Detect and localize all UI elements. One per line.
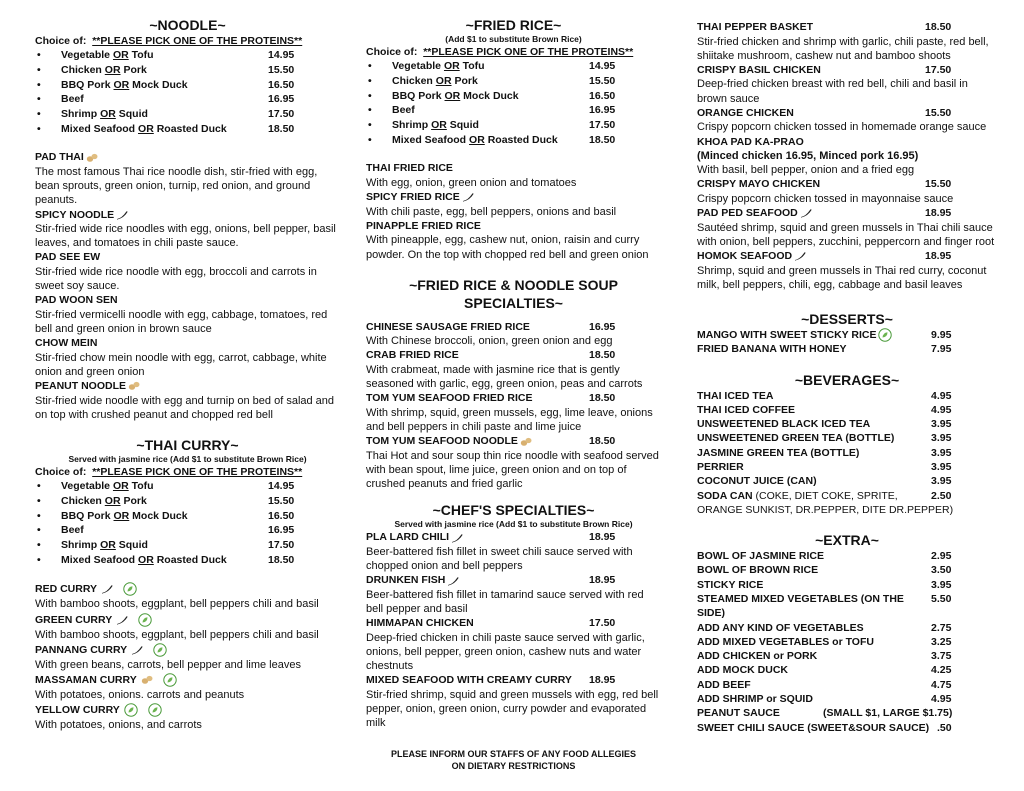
dish-description: Stir-fried wide rice noodle with egg, broccoli and carrots in sweet soy sauce. bbox=[35, 265, 317, 293]
dish-description: With egg, onion, green onion and tomatoes bbox=[366, 176, 577, 189]
menu-item bbox=[35, 379, 340, 422]
chili-pepper-icon bbox=[116, 615, 128, 625]
chef-dish-list bbox=[366, 530, 661, 730]
column-left bbox=[35, 16, 340, 733]
bullet: • bbox=[37, 553, 41, 566]
menu-item bbox=[35, 612, 340, 642]
menu-item bbox=[697, 177, 997, 206]
allergy-notice: PLEASE INFORM OUR STAFFS OF ANY FOOD ALLEGIES ON DIETARY RESTRICTIONS bbox=[390, 749, 636, 772]
dish-price: 18.95 bbox=[925, 207, 952, 220]
item-price: 5.50 bbox=[931, 593, 952, 605]
protein-option bbox=[35, 553, 340, 568]
protein-name: Chicken OR Pork bbox=[61, 63, 147, 76]
chili-pepper-icon bbox=[101, 584, 113, 594]
item-name: ADD ANY KIND OF VEGETABLES bbox=[697, 621, 864, 634]
vegetarian-leaf-icon bbox=[878, 328, 892, 342]
dish-description: Crispy popcorn chicken tossed in homemade orange sauce bbox=[697, 121, 987, 134]
protein-price: 16.95 bbox=[268, 524, 295, 537]
item-name: ADD MIXED VEGETABLES or TOFU bbox=[697, 635, 874, 648]
price-line bbox=[697, 460, 997, 474]
bullet: • bbox=[37, 524, 41, 537]
protein-name: Vegetable OR Tofu bbox=[392, 60, 485, 73]
sweet-chili-row: SWEET CHILI SAUCE (SWEET&SOUR SAUCE) .50 bbox=[697, 721, 952, 734]
dish-description: Stir-fried wide rice noodles with egg, onions, bell pepper, basil leaves, and tomatoes in chili paste sauce. bbox=[35, 223, 336, 250]
item-name: ADD BEEF bbox=[697, 678, 751, 691]
price-line bbox=[697, 446, 997, 460]
price-line bbox=[697, 649, 997, 663]
dish-name: GREEN CURRY bbox=[35, 612, 340, 628]
bullet: • bbox=[368, 119, 372, 132]
menu-item bbox=[366, 219, 661, 262]
protein-price: 16.95 bbox=[268, 93, 295, 106]
protein-price: 16.50 bbox=[268, 509, 295, 522]
protein-option bbox=[366, 118, 661, 133]
bullet: • bbox=[37, 122, 41, 135]
item-name: ADD MOCK DUCK bbox=[697, 664, 788, 677]
price-line bbox=[697, 328, 997, 342]
fried-rice-dish-list bbox=[366, 161, 661, 261]
menu-item bbox=[697, 206, 997, 249]
price-line bbox=[697, 474, 997, 488]
dish-name: PAD SEE EW bbox=[35, 251, 101, 264]
dish-description: With crabmeat, made with jasmine rice that is gently seasoned with garlic, egg, green onion, peas and carrots bbox=[366, 363, 643, 391]
protein-price: 18.50 bbox=[268, 122, 295, 135]
beverages-list bbox=[697, 389, 997, 489]
menu-item bbox=[35, 672, 340, 702]
dish-description: With basil, bell pepper, onion and a fried egg bbox=[697, 164, 915, 177]
dish-description: Stir-fried wide noodle with egg and turnip on bed of salad and on top with crushed peanut and chopped red bell bbox=[35, 394, 335, 421]
peanut-icon bbox=[520, 437, 532, 447]
price-line bbox=[697, 621, 997, 635]
protein-option bbox=[366, 59, 661, 74]
dish-name: CRAB FRIED RICE bbox=[366, 349, 459, 362]
menu-item bbox=[697, 249, 997, 292]
soda-row: SODA CAN (COKE, DIET COKE, SPRITE, 2.50 bbox=[697, 489, 952, 502]
protein-price: 15.50 bbox=[268, 494, 295, 507]
vegetarian-leaf-icon bbox=[124, 703, 138, 717]
dish-name: KHOA PAD KA-PRAO bbox=[697, 135, 804, 148]
bullet: • bbox=[368, 74, 372, 87]
dish-description: With chili paste, egg, bell peppers, onions and basil bbox=[366, 205, 617, 218]
dish-description: Beer-battered fish fillet in tamarind sauce served with red bell pepper and basil bbox=[366, 588, 644, 615]
dish-name: PANNANG CURRY bbox=[35, 642, 340, 658]
dish-name: CRISPY BASIL CHICKEN bbox=[697, 63, 821, 76]
menu-item bbox=[366, 573, 661, 616]
protein-name: Shrimp OR Squid bbox=[61, 539, 148, 552]
curry-protein-list bbox=[35, 479, 340, 567]
noodle-choice-note: **PLEASE PICK ONE OF THE PROTEINS** bbox=[92, 35, 303, 47]
protein-name: Beef bbox=[61, 524, 84, 537]
protein-name: Beef bbox=[392, 104, 415, 117]
fried-rice-choice-note: **PLEASE PICK ONE OF THE PROTEINS** bbox=[423, 46, 634, 58]
extra-list bbox=[697, 549, 997, 706]
price-line bbox=[697, 403, 997, 417]
menu-item bbox=[697, 20, 997, 63]
noodle-choice: Choice of: **PLEASE PICK ONE OF THE PROTEINS** bbox=[35, 35, 303, 47]
protein-price: 16.50 bbox=[268, 78, 295, 91]
item-price: 3.95 bbox=[931, 578, 952, 591]
vegetarian-leaf-icon bbox=[138, 613, 152, 627]
curry-dish-list bbox=[35, 581, 340, 732]
protein-option bbox=[366, 89, 661, 104]
chili-pepper-icon bbox=[116, 210, 128, 220]
protein-option bbox=[366, 133, 661, 148]
dish-price: 18.50 bbox=[589, 392, 616, 405]
dish-description: With shrimp, squid, green mussels, egg, lime leave, onions and bell peppers in chili paste and lime juice bbox=[366, 406, 653, 434]
dish-name: PAD PED SEAFOOD bbox=[697, 206, 925, 221]
item-name: STEAMED MIXED VEGETABLES (ON THE SIDE) bbox=[697, 593, 904, 620]
item-name: BOWL OF JASMINE RICE bbox=[697, 550, 824, 563]
fried-rice-subtitle: (Add $1 to substitute Brown Rice) bbox=[445, 34, 582, 44]
dish-name: MASSAMAN CURRY bbox=[35, 672, 340, 688]
dish-name: PINAPPLE FRIED RICE bbox=[366, 219, 481, 232]
dish-name: SPICY NOODLE bbox=[35, 208, 340, 223]
item-price: 3.75 bbox=[931, 650, 952, 663]
item-name: UNSWEETENED BLACK ICED TEA bbox=[697, 418, 871, 431]
item-name: MANGO WITH SWEET STICKY RICE bbox=[697, 328, 931, 342]
chef-title: ~CHEF'S SPECIALTIES~ bbox=[432, 502, 595, 519]
menu-item bbox=[697, 106, 997, 135]
price-line bbox=[697, 417, 997, 431]
item-price: 4.95 bbox=[931, 389, 952, 402]
menu-item bbox=[697, 63, 997, 106]
dish-description: With Chinese broccoli, onion, green onion and egg bbox=[366, 335, 613, 348]
extra-title: ~EXTRA~ bbox=[815, 532, 879, 549]
menu-item bbox=[35, 150, 340, 207]
dish-name: CRISPY MAYO CHICKEN bbox=[697, 178, 821, 191]
soup-dish-list bbox=[366, 320, 661, 492]
bullet: • bbox=[37, 509, 41, 522]
price-line bbox=[697, 342, 997, 356]
menu-item bbox=[366, 391, 661, 434]
price-line bbox=[697, 663, 997, 677]
protein-option bbox=[35, 479, 340, 494]
beverages-title: ~BEVERAGES~ bbox=[794, 371, 900, 388]
dish-price: 18.95 bbox=[925, 250, 952, 263]
chili-pepper-icon bbox=[462, 192, 474, 202]
chili-pepper-icon bbox=[131, 645, 143, 655]
dish-name: HIMMAPAN CHICKEN bbox=[366, 617, 474, 630]
menu-item bbox=[366, 530, 661, 573]
protein-price: 16.95 bbox=[589, 104, 616, 117]
bullet: • bbox=[37, 78, 41, 91]
dish-name: PEANUT NOODLE bbox=[35, 379, 340, 394]
dish-price: 18.95 bbox=[589, 574, 616, 587]
price-line bbox=[697, 692, 997, 706]
protein-price: 17.50 bbox=[589, 119, 616, 132]
fried-rice-choice: Choice of: **PLEASE PICK ONE OF THE PROTEINS** bbox=[366, 46, 634, 58]
peanut-icon bbox=[86, 153, 98, 163]
protein-price: 17.50 bbox=[268, 108, 295, 121]
dish-name: TOM YUM SEAFOOD NOODLE bbox=[366, 434, 589, 449]
dish-description: Deep-fried chicken in chili paste sauce served with garlic, onions, bell pepper, green onion, cashew nuts and water chestnuts bbox=[366, 631, 645, 673]
dish-description: With potatoes, onions, and carrots bbox=[35, 719, 202, 732]
item-name: FRIED BANANA WITH HONEY bbox=[697, 343, 847, 356]
protein-option bbox=[35, 509, 340, 524]
dish-price: 17.50 bbox=[925, 63, 952, 76]
item-name: UNSWEETENED GREEN TEA (BOTTLE) bbox=[697, 432, 895, 445]
desserts-title: ~DESSERTS~ bbox=[801, 310, 893, 327]
dish-description: Stir-fried chicken and shrimp with garlic, chili paste, red bell, shiitake mushroom, cashew nut and bamboo shoots bbox=[697, 35, 989, 62]
dish-name: DRUNKEN FISH bbox=[366, 573, 589, 588]
dish-name: ORANGE CHICKEN bbox=[697, 106, 794, 119]
bullet: • bbox=[368, 89, 372, 102]
item-name: BOWL OF BROWN RICE bbox=[697, 564, 819, 577]
dish-price: 18.50 bbox=[925, 21, 952, 33]
dish-price: 15.50 bbox=[925, 106, 952, 119]
item-price: 3.95 bbox=[931, 418, 952, 431]
dish-name: THAI PEPPER BASKET bbox=[697, 21, 814, 33]
bullet: • bbox=[368, 60, 372, 73]
protein-option bbox=[35, 122, 340, 137]
price-line bbox=[697, 635, 997, 649]
dish-description: With green beans, carrots, bell pepper and lime leaves bbox=[35, 658, 301, 671]
menu-item bbox=[35, 336, 340, 379]
dish-name: RED CURRY bbox=[35, 581, 340, 597]
protein-name: Vegetable OR Tofu bbox=[61, 480, 154, 493]
protein-option bbox=[35, 523, 340, 538]
item-name: THAI ICED COFFEE bbox=[697, 403, 796, 416]
item-price: 3.50 bbox=[931, 564, 952, 577]
dish-description: Stir-fried chow mein noodle with egg, carrot, cabbage, white onion and green onion bbox=[35, 351, 327, 378]
protein-option bbox=[35, 78, 340, 93]
dish-description: Stir-fried vermicelli noodle with egg, cabbage, tomatoes, red bell and green onion in brown sauce bbox=[35, 308, 328, 336]
dish-price: 16.95 bbox=[589, 320, 616, 333]
item-price: 3.25 bbox=[931, 635, 952, 648]
dish-description: Crispy popcorn chicken tossed in mayonnaise sauce bbox=[697, 192, 954, 205]
item-name: ADD SHRIMP or SQUID bbox=[697, 693, 813, 706]
protein-option bbox=[35, 63, 340, 78]
protein-name: Mixed Seafood OR Roasted Duck bbox=[61, 553, 227, 566]
curry-subtitle: Served with jasmine rice (Add $1 to substitute Brown Rice) bbox=[68, 454, 307, 465]
item-name: THAI ICED TEA bbox=[697, 389, 774, 402]
curry-choice-note: **PLEASE PICK ONE OF THE PROTEINS** bbox=[92, 466, 303, 479]
dish-price: 18.95 bbox=[589, 674, 616, 687]
dish-description: Beer-battered fish fillet in sweet chili sauce served with chopped onion and bell peppers bbox=[366, 545, 633, 573]
menu-item bbox=[35, 642, 340, 672]
item-name: STICKY RICE bbox=[697, 578, 764, 591]
item-price: 7.95 bbox=[931, 343, 952, 356]
bullet: • bbox=[37, 49, 41, 62]
dish-description: Shrimp, squid and green mussels in Thai red curry, coconut milk, bell peppers, chili, egg, cabbage and basil leaves bbox=[697, 264, 987, 291]
item-price: 3.95 bbox=[931, 446, 952, 459]
dish-name: THAI FRIED RICE bbox=[366, 162, 453, 175]
dish-description: Thai Hot and sour soup thin rice noodle with seafood served with bean spout, lime juice, green onion and on top of crushed peanuts and fried garlic bbox=[366, 449, 659, 491]
dish-price: 17.50 bbox=[589, 617, 616, 630]
item-price: 2.75 bbox=[931, 621, 952, 634]
menu-item bbox=[366, 673, 661, 730]
dish-name: TOM YUM SEAFOOD FRIED RICE bbox=[366, 392, 533, 405]
dish-name: CHOW MEIN bbox=[35, 337, 98, 350]
column-middle bbox=[366, 16, 661, 772]
chili-pepper-icon bbox=[451, 533, 463, 543]
protein-price: 18.50 bbox=[268, 553, 295, 566]
item-name: COCONUT JUICE (CAN) bbox=[697, 475, 817, 488]
bullet: • bbox=[37, 494, 41, 507]
chef-subtitle: Served with jasmine rice (Add $1 to substitute Brown Rice) bbox=[394, 519, 633, 530]
item-name: JASMINE GREEN TEA (BOTTLE) bbox=[697, 446, 860, 459]
dish-price: 15.50 bbox=[925, 178, 952, 191]
dish-description: With bamboo shoots, eggplant, bell peppers chili and basil bbox=[35, 598, 319, 611]
vegetarian-leaf-icon bbox=[163, 673, 177, 687]
protein-option bbox=[35, 107, 340, 122]
protein-option bbox=[366, 103, 661, 118]
menu-item bbox=[35, 208, 340, 251]
protein-name: Chicken OR Pork bbox=[61, 494, 147, 507]
curry-choice: Choice of: **PLEASE PICK ONE OF THE PROTEINS** bbox=[35, 466, 303, 479]
desserts-list bbox=[697, 328, 997, 357]
protein-name: Chicken OR Pork bbox=[392, 74, 478, 87]
protein-option bbox=[366, 74, 661, 89]
protein-price: 14.95 bbox=[589, 60, 616, 73]
dish-name: MIXED SEAFOOD WITH CREAMY CURRY bbox=[366, 674, 572, 687]
bullet: • bbox=[37, 108, 41, 121]
protein-name: Shrimp OR Squid bbox=[392, 119, 479, 132]
dish-description: The most famous Thai rice noodle dish, stir-fried with egg, bean sprouts, green onion, turnip, red onion, and ground peanuts. bbox=[35, 165, 318, 207]
protein-price: 14.95 bbox=[268, 480, 295, 493]
protein-name: Mixed Seafood OR Roasted Duck bbox=[61, 122, 227, 135]
item-price: 3.95 bbox=[931, 475, 952, 488]
dish-name: HOMOK SEAFOOD bbox=[697, 249, 925, 264]
item-price: 4.75 bbox=[931, 678, 952, 691]
dish-name: PLA LARD CHILI bbox=[366, 530, 589, 545]
peanut-icon bbox=[128, 381, 140, 391]
dish-description: With bamboo shoots, eggplant, bell peppers chili and basil bbox=[35, 628, 319, 641]
protein-price: 16.50 bbox=[589, 89, 616, 102]
menu-item bbox=[35, 581, 340, 611]
menu-item bbox=[366, 616, 661, 673]
menu-item bbox=[366, 348, 661, 391]
protein-name: BBQ Pork OR Mock Duck bbox=[392, 89, 519, 102]
dish-name: YELLOW CURRY bbox=[35, 702, 340, 718]
chili-pepper-icon bbox=[794, 251, 806, 261]
dish-name: PAD THAI bbox=[35, 150, 340, 165]
protein-name: Mixed Seafood OR Roasted Duck bbox=[392, 133, 558, 146]
curry-title: ~THAI CURRY~ bbox=[136, 437, 239, 454]
protein-option bbox=[35, 92, 340, 107]
dish-price-note: (Minced chicken 16.95, Minced pork 16.95) bbox=[697, 150, 919, 163]
protein-price: 18.50 bbox=[589, 133, 616, 146]
vegetarian-leaf-icon bbox=[153, 643, 167, 657]
peanut-sauce-row: PEANUT SAUCE (SMALL $1, LARGE $1.75) bbox=[697, 707, 953, 720]
price-line bbox=[697, 431, 997, 445]
dish-name: SPICY FRIED RICE bbox=[366, 190, 661, 205]
dish-description: With pineapple, egg, cashew nut, onion, raisin and curry powder. On the top with chopped red bell and green onion bbox=[366, 234, 649, 261]
bullet: • bbox=[37, 93, 41, 106]
peanut-icon bbox=[141, 675, 153, 685]
soup-title: ~FRIED RICE & NOODLE SOUP SPECIALTIES~ bbox=[409, 276, 618, 311]
protein-option bbox=[35, 538, 340, 553]
menu-item bbox=[35, 702, 340, 732]
price-line bbox=[697, 389, 997, 403]
bullet: • bbox=[368, 133, 372, 146]
dish-description: Deep-fried chicken breast with red bell, chili and basil in brown sauce bbox=[697, 78, 968, 105]
fried-rice-protein-list bbox=[366, 59, 661, 147]
protein-option bbox=[35, 48, 340, 63]
noodle-title: ~NOODLE~ bbox=[149, 17, 226, 33]
column-right bbox=[697, 20, 997, 735]
protein-name: Shrimp OR Squid bbox=[61, 108, 148, 121]
item-name: ADD CHICKEN or PORK bbox=[697, 650, 818, 663]
menu-item bbox=[366, 190, 661, 219]
price-line bbox=[697, 563, 997, 577]
soda-detail: ORANGE SUNKIST, DR.PEPPER, DITE DR.PEPPER) bbox=[697, 503, 954, 516]
chili-pepper-icon bbox=[800, 208, 812, 218]
protein-name: Beef bbox=[61, 93, 84, 106]
protein-price: 17.50 bbox=[268, 539, 295, 552]
menu-item bbox=[366, 161, 661, 190]
item-price: 4.95 bbox=[931, 693, 952, 706]
price-line bbox=[697, 592, 997, 621]
protein-price: 14.95 bbox=[268, 49, 295, 62]
item-price: 3.95 bbox=[931, 432, 952, 445]
item-name: PERRIER bbox=[697, 461, 744, 474]
price-line bbox=[697, 578, 997, 592]
price-line bbox=[697, 678, 997, 692]
protein-price: 15.50 bbox=[268, 63, 295, 76]
dish-name: PAD WOON SEN bbox=[35, 294, 118, 307]
menu-item bbox=[697, 135, 997, 178]
price-line bbox=[697, 549, 997, 563]
bullet: • bbox=[37, 480, 41, 493]
bullet: • bbox=[37, 539, 41, 552]
menu-item bbox=[35, 250, 340, 293]
dish-description: Sautéed shrimp, squid and green mussels in Thai chili sauce with onion, bell peppers, zucchini, peppercorn and finger root bbox=[697, 221, 995, 248]
dish-description: Stir-fried shrimp, squid and green mussels with egg, red bell pepper, onion, green onion, curry powder and evaporated milk bbox=[366, 688, 659, 730]
protein-name: BBQ Pork OR Mock Duck bbox=[61, 509, 188, 522]
item-price: 4.95 bbox=[931, 403, 952, 416]
dish-price: 18.50 bbox=[589, 349, 616, 362]
protein-name: Vegetable OR Tofu bbox=[61, 49, 154, 62]
bullet: • bbox=[37, 63, 41, 76]
noodle-dish-list bbox=[35, 150, 340, 422]
menu-item bbox=[366, 320, 661, 349]
protein-name: BBQ Pork OR Mock Duck bbox=[61, 78, 188, 91]
chili-pepper-icon bbox=[447, 576, 459, 586]
vegetarian-leaf-icon bbox=[123, 582, 137, 596]
item-price: 9.95 bbox=[931, 328, 952, 341]
specials-dish-list bbox=[697, 20, 997, 292]
protein-option bbox=[35, 494, 340, 509]
dish-description: With potatoes, onions. carrots and peanuts bbox=[35, 689, 245, 702]
noodle-protein-list bbox=[35, 48, 340, 136]
menu-item bbox=[366, 434, 661, 491]
item-price: 2.95 bbox=[931, 550, 952, 563]
menu-item bbox=[35, 293, 340, 336]
item-price: 4.25 bbox=[931, 664, 952, 677]
protein-price: 15.50 bbox=[589, 74, 616, 87]
item-price: 3.95 bbox=[931, 461, 952, 474]
vegetarian-leaf-icon bbox=[148, 703, 162, 717]
fried-rice-title: ~FRIED RICE~ bbox=[465, 17, 562, 33]
bullet: • bbox=[368, 104, 372, 117]
dish-name: CHINESE SAUSAGE FRIED RICE bbox=[366, 320, 530, 333]
dish-price: 18.95 bbox=[589, 531, 616, 544]
dish-price: 18.50 bbox=[589, 435, 616, 448]
